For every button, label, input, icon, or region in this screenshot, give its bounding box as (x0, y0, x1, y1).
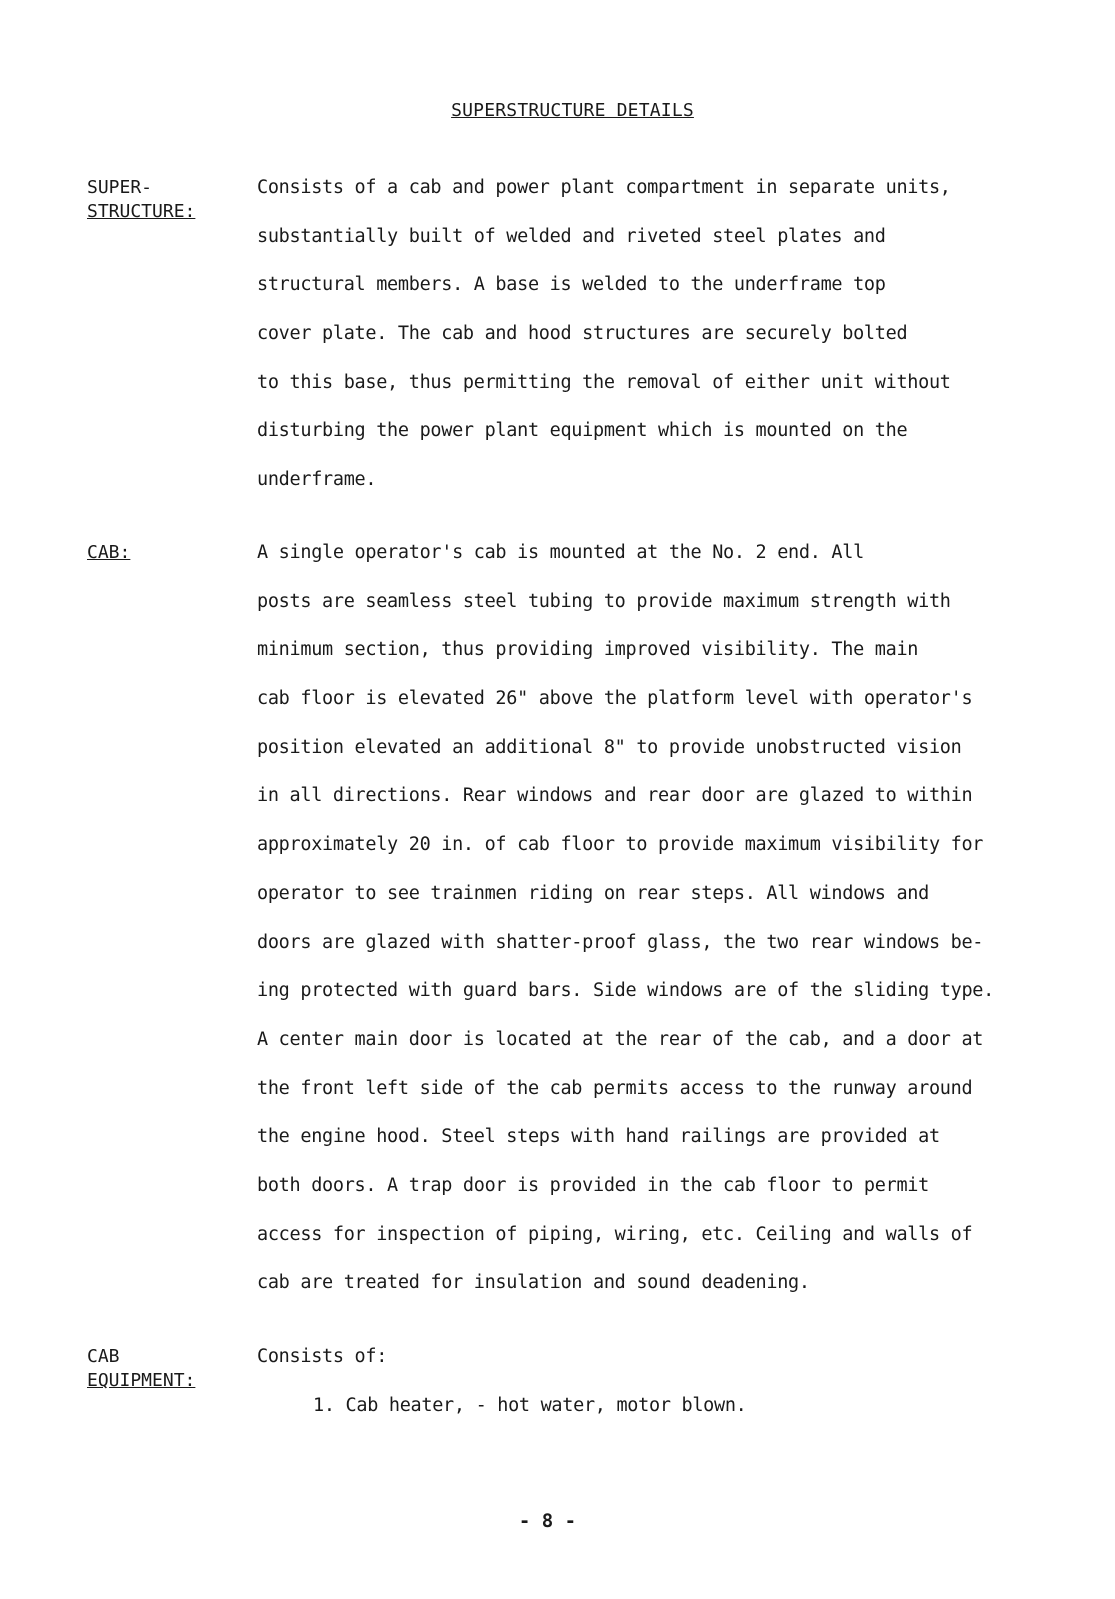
page-number: - 8 - (518, 1510, 577, 1532)
text-line: minimum section, thus providing improved visibility. The main (257, 639, 919, 661)
text-line: cab floor is elevated 26" above the platform level with operator's (257, 688, 973, 710)
list-item: 1. Cab heater, - hot water, motor blown. (313, 1394, 747, 1416)
text-line: approximately 20 in. of cab floor to provide maximum visibility for (257, 834, 984, 856)
text-line: position elevated an additional 8" to provide unobstructed vision (257, 736, 962, 758)
text-line: Consists of a cab and power plant compartment in separate units, (257, 177, 951, 198)
section-label-line: EQUIPMENT: (87, 1370, 196, 1391)
text-line: the engine hood. Steel steps with hand railings are provided at (257, 1126, 940, 1148)
text-line: both doors. A trap door is provided in the cab floor to permit (257, 1174, 929, 1196)
text-line: disturbing the power plant equipment which is mounted on the (257, 420, 908, 442)
text-line: ing protected with guard bars. Side windows are of the sliding type. (257, 980, 994, 1002)
section-body-cab (257, 541, 994, 1320)
text-line: substantially built of welded and riveted steel plates and (257, 225, 886, 247)
text-line: A single operator's cab is mounted at the No. 2 end. All (257, 542, 864, 563)
text-line: posts are seamless steel tubing to provide maximum strength with (257, 590, 951, 612)
text-line: structural members. A base is welded to the underframe top (257, 274, 886, 296)
text-line: A center main door is located at the rear of the cab, and a door at (257, 1028, 984, 1050)
text-line: doors are glazed with shatter-proof glass, the two rear windows be- (257, 931, 984, 953)
section-body-superstructure (257, 176, 951, 517)
text-line: to this base, thus permitting the removal of either unit without (257, 371, 951, 393)
section-label-line: CAB: (87, 542, 131, 563)
section-label-cab (87, 541, 130, 565)
text-line: the front left side of the cab permits access to the runway around (257, 1077, 973, 1099)
page-title: SUPERSTRUCTURE DETAILS (451, 100, 694, 121)
text-line: Consists of: (257, 1346, 388, 1367)
text-line: access for inspection of piping, wiring, etc. Ceiling and walls of (257, 1223, 973, 1245)
section-label-line: STRUCTURE: (87, 201, 196, 222)
text-line: operator to see trainmen riding on rear steps. All windows and (257, 882, 929, 904)
section-label-line: SUPER- (87, 177, 153, 198)
text-line: underframe. (257, 469, 377, 491)
text-line: in all directions. Rear windows and rear door are glazed to within (257, 785, 973, 807)
section-body-cab-equipment (257, 1345, 747, 1442)
section-label-cab-equipment (87, 1345, 195, 1393)
text-line: cab are treated for insulation and sound deadening. (257, 1272, 810, 1294)
section-label-superstructure (87, 176, 195, 224)
text-line: cover plate. The cab and hood structures are securely bolted (257, 323, 908, 345)
section-label-line: CAB (87, 1346, 120, 1367)
